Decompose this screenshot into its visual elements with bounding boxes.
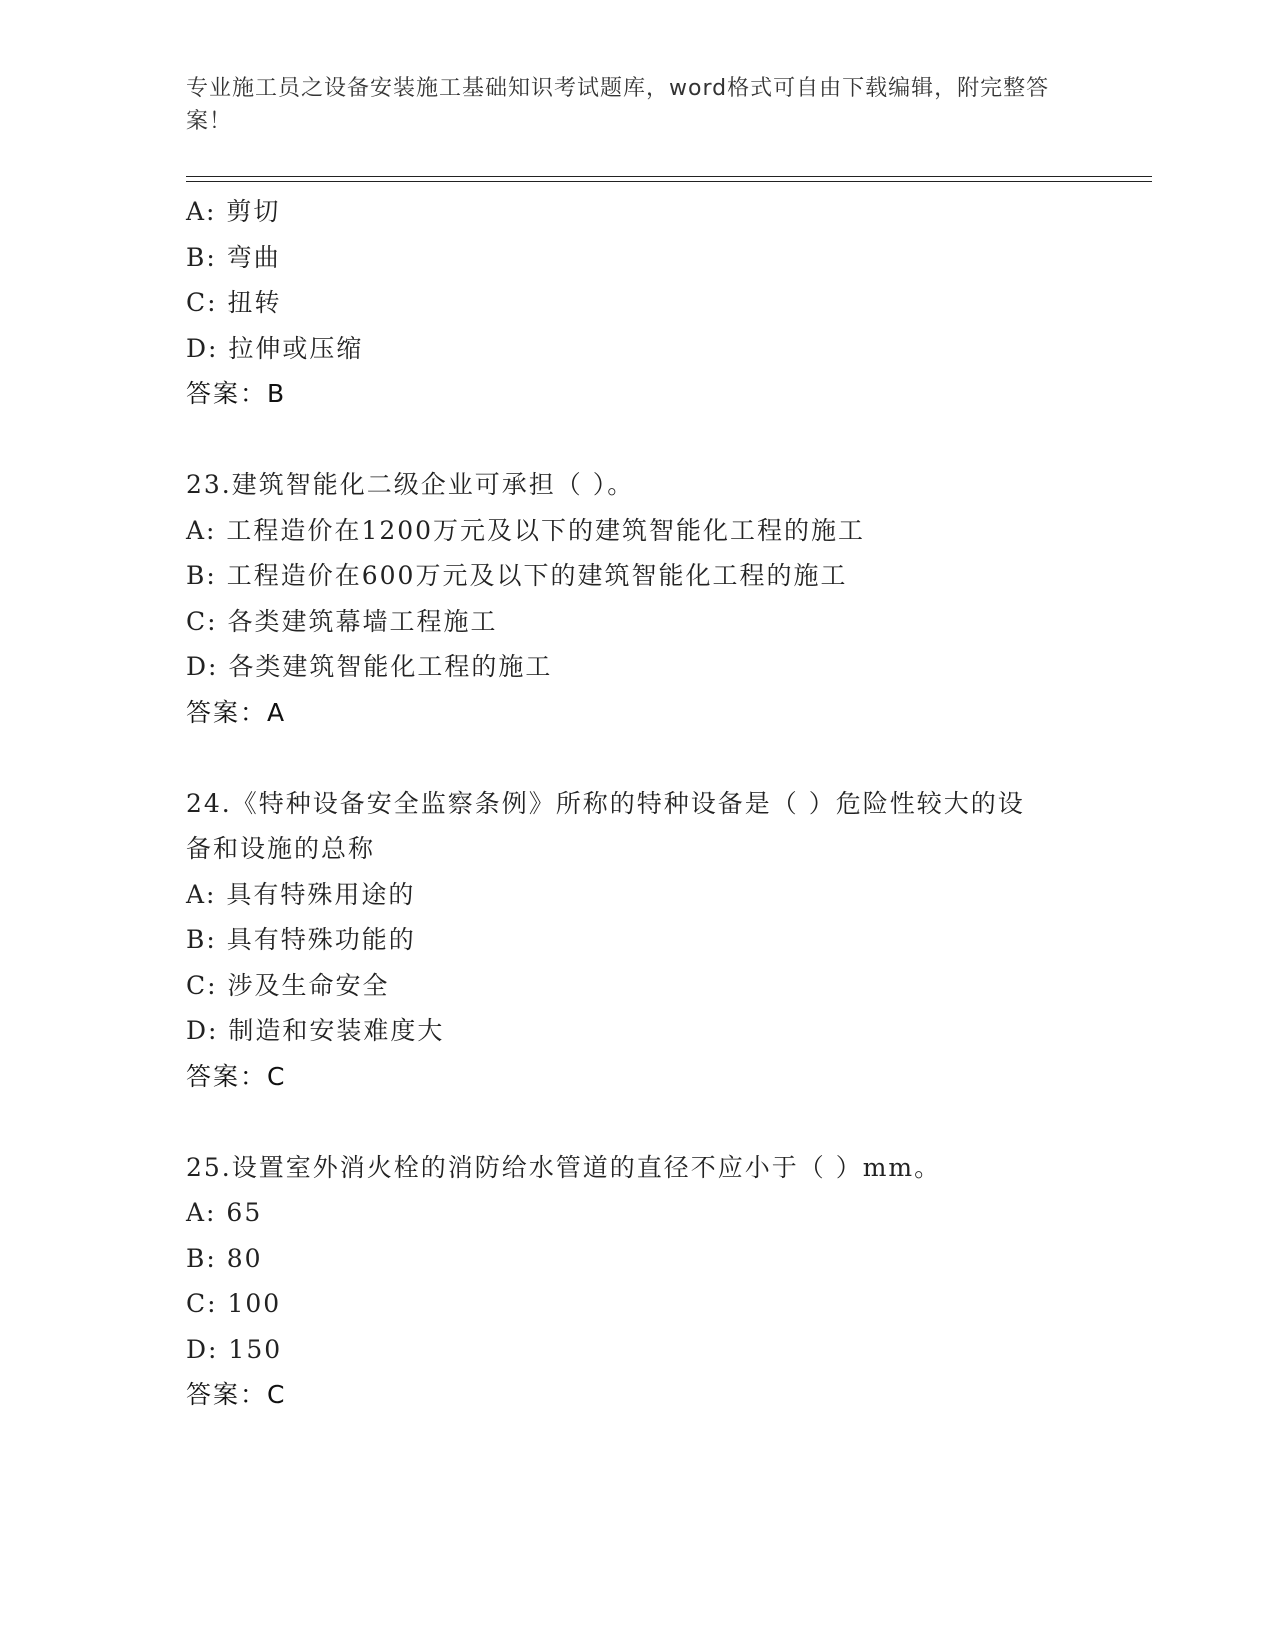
answer-line: 答案：C: [186, 1380, 287, 1409]
option-c: C: 各类建筑幕墙工程施工: [186, 606, 498, 636]
option-a: A: 具有特殊用途的: [186, 879, 416, 909]
option-d: D: 各类建筑智能化工程的施工: [186, 652, 553, 681]
option-d: D: 制造和安装难度大: [186, 1016, 445, 1045]
question-text: 24.《特种设备安全监察条例》所称的特种设备是（ ）危险性较大的设备和设施的总称: [186, 788, 1025, 863]
header-rule-bottom: [186, 181, 1152, 182]
question-block-24: [186, 781, 1086, 1100]
question-block-23: [186, 462, 1086, 735]
option-b: B: 80: [186, 1243, 263, 1273]
option-c: C: 扭转: [186, 288, 282, 317]
option-c: C: 涉及生命安全: [186, 970, 390, 1000]
option-d: D: 150: [186, 1334, 283, 1364]
answer-line: 答案：A: [186, 697, 287, 727]
option-a: A: 工程造价在1200万元及以下的建筑智能化工程的施工: [186, 515, 866, 545]
question-text: 23.建筑智能化二级企业可承担（ ）。: [186, 470, 635, 499]
header-rule-top: [186, 176, 1152, 177]
question-block-22: [186, 189, 1086, 417]
option-d: D: 拉伸或压缩: [186, 333, 364, 363]
answer-line: 答案：B: [186, 379, 287, 408]
option-c: C: 100: [186, 1289, 282, 1318]
document-header: 专业施工员之设备安装施工基础知识考试题库，word格式可自由下载编辑，附完整答案！: [186, 76, 1050, 134]
answer-line: 答案：C: [186, 1061, 287, 1091]
question-text: 25.设置室外消火栓的消防给水管道的直径不应小于（ ）mm。: [186, 1152, 942, 1182]
option-a: A: 剪切: [186, 197, 281, 226]
option-a: A: 65: [186, 1198, 263, 1227]
option-b: B: 具有特殊功能的: [186, 925, 416, 954]
option-b: B: 工程造价在600万元及以下的建筑智能化工程的施工: [186, 561, 848, 590]
question-list: [186, 189, 1086, 1418]
option-b: B: 弯曲: [186, 242, 281, 272]
question-block-25: [186, 1145, 1086, 1418]
